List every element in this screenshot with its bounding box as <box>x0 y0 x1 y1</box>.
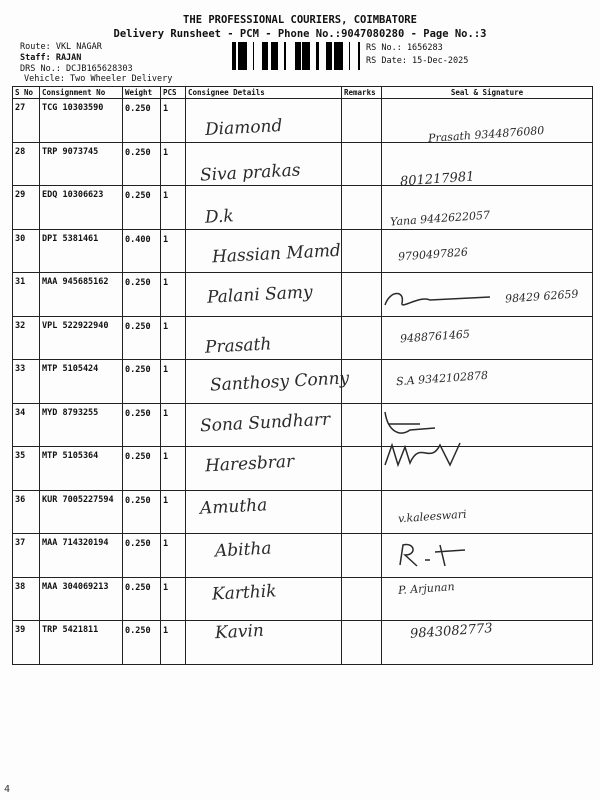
row-pcs: 1 <box>161 316 186 360</box>
table-row <box>13 490 593 534</box>
handwritten-name: Haresbrar <box>204 451 295 477</box>
col-pcs: PCS <box>161 87 186 99</box>
vehicle-label: Vehicle: Two Wheeler Delivery <box>24 74 173 84</box>
handwritten-signature: P. Arjunan <box>397 580 455 597</box>
handwritten-signature: 9488761465 <box>399 327 471 346</box>
row-remarks <box>342 447 382 491</box>
row-sno: 39 <box>13 621 40 665</box>
handwritten-name: Siva prakas <box>199 160 301 186</box>
row-remarks <box>342 577 382 621</box>
row-sno: 35 <box>13 447 40 491</box>
signature-scribble <box>380 285 500 315</box>
row-sno: 36 <box>13 490 40 534</box>
row-remarks <box>342 534 382 578</box>
handwritten-name: Prasath <box>204 334 272 358</box>
staff-label: Staff: RAJAN <box>20 53 82 63</box>
row-pcs: 1 <box>161 229 186 273</box>
table-row <box>13 534 593 578</box>
table-row <box>13 621 593 665</box>
handwritten-name: Palani Samy <box>206 282 314 308</box>
row-pcs: 1 <box>161 577 186 621</box>
row-pcs: 1 <box>161 534 186 578</box>
handwritten-signature: S.A 9342102878 <box>395 368 489 389</box>
handwritten-signature: 801217981 <box>399 169 475 190</box>
row-pcs: 1 <box>161 99 186 143</box>
row-sno: 37 <box>13 534 40 578</box>
row-consignment: EDQ 10306623 <box>40 186 123 230</box>
row-pcs: 1 <box>161 621 186 665</box>
row-weight: 0.400 <box>123 229 161 273</box>
runsheet-subtitle: Delivery Runsheet - PCM - Phone No.:9047080280 - Page No.:3 <box>113 28 487 40</box>
row-sno: 38 <box>13 577 40 621</box>
row-sno: 29 <box>13 186 40 230</box>
row-weight: 0.250 <box>123 577 161 621</box>
handwritten-name: Amutha <box>199 495 268 519</box>
row-consignment: TRP 9073745 <box>40 142 123 186</box>
handwritten-signature: Yana 9442622057 <box>389 208 491 229</box>
rs-number: RS No.: 1656283 <box>366 43 443 53</box>
row-weight: 0.250 <box>123 403 161 447</box>
handwritten-name: Kavin <box>214 620 265 644</box>
handwritten-name: Hassian Mamd <box>211 240 342 268</box>
row-pcs: 1 <box>161 403 186 447</box>
col-consignment: Consignment No <box>40 87 123 99</box>
row-consignment: MAA 714320194 <box>40 534 123 578</box>
row-remarks <box>342 99 382 143</box>
handwritten-name: Santhosy Conny <box>209 368 350 396</box>
row-sno: 31 <box>13 273 40 317</box>
row-weight: 0.250 <box>123 534 161 578</box>
route-label: Route: VKL NAGAR <box>20 42 102 52</box>
page-corner-mark: 4 <box>4 784 11 795</box>
col-remarks: Remarks <box>342 87 382 99</box>
row-consignment: MAA 945685162 <box>40 273 123 317</box>
handwritten-name: Sona Sundharr <box>199 409 331 437</box>
row-consignment: MTP 5105424 <box>40 360 123 404</box>
row-sno: 33 <box>13 360 40 404</box>
col-consignee: Consignee Details <box>186 87 342 99</box>
handwritten-name: Karthik <box>211 581 277 605</box>
table-row <box>13 447 593 491</box>
row-remarks <box>342 273 382 317</box>
handwritten-name: D.k <box>204 206 235 228</box>
row-pcs: 1 <box>161 447 186 491</box>
row-pcs: 1 <box>161 186 186 230</box>
signature-scribble <box>395 540 475 570</box>
table-row <box>13 577 593 621</box>
row-remarks <box>342 142 382 186</box>
handwritten-signature: Prasath 9344876080 <box>427 123 545 146</box>
handwritten-signature: 98429 62659 <box>504 287 579 306</box>
table-row <box>13 316 593 360</box>
signature-scribble <box>380 435 470 475</box>
company-title: THE PROFESSIONAL COURIERS, COIMBATORE <box>183 14 417 26</box>
row-pcs: 1 <box>161 142 186 186</box>
row-weight: 0.250 <box>123 273 161 317</box>
row-remarks <box>342 229 382 273</box>
row-weight: 0.250 <box>123 316 161 360</box>
row-pcs: 1 <box>161 490 186 534</box>
row-remarks <box>342 186 382 230</box>
handwritten-signature: 9790497826 <box>397 245 469 264</box>
rs-date: RS Date: 15-Dec-2025 <box>366 56 469 66</box>
row-pcs: 1 <box>161 273 186 317</box>
row-weight: 0.250 <box>123 99 161 143</box>
handwritten-name: Diamond <box>204 115 283 141</box>
row-consignment: DPI 5381461 <box>40 229 123 273</box>
row-sno: 28 <box>13 142 40 186</box>
handwritten-signature: 9843082773 <box>409 621 494 642</box>
row-weight: 0.250 <box>123 360 161 404</box>
row-consignment: KUR 7005227594 <box>40 490 123 534</box>
row-remarks <box>342 316 382 360</box>
row-consignment: MAA 304069213 <box>40 577 123 621</box>
drs-label: DRS No.: DCJB165628303 <box>20 64 133 74</box>
col-weight: Weight <box>123 87 161 99</box>
table-row <box>13 142 593 186</box>
row-consignment: MTP 5105364 <box>40 447 123 491</box>
col-sno: S No <box>13 87 40 99</box>
row-remarks <box>342 490 382 534</box>
row-sno: 34 <box>13 403 40 447</box>
row-remarks <box>342 621 382 665</box>
row-pcs: 1 <box>161 360 186 404</box>
table-header-row <box>13 87 593 99</box>
col-seal-signature: Seal & Signature <box>382 87 593 99</box>
row-consignment: TCG 10303590 <box>40 99 123 143</box>
barcode-image <box>232 42 360 70</box>
row-weight: 0.250 <box>123 621 161 665</box>
row-remarks <box>342 403 382 447</box>
row-consignment: MYD 8793255 <box>40 403 123 447</box>
row-weight: 0.250 <box>123 142 161 186</box>
table-row <box>13 186 593 230</box>
row-consignment: TRP 5421811 <box>40 621 123 665</box>
handwritten-name: Abitha <box>214 538 273 562</box>
row-sno: 30 <box>13 229 40 273</box>
row-weight: 0.250 <box>123 186 161 230</box>
row-weight: 0.250 <box>123 447 161 491</box>
row-sno: 27 <box>13 99 40 143</box>
row-sno: 32 <box>13 316 40 360</box>
row-consignment: VPL 522922940 <box>40 316 123 360</box>
row-weight: 0.250 <box>123 490 161 534</box>
handwritten-signature: v.kaleeswari <box>397 507 467 526</box>
